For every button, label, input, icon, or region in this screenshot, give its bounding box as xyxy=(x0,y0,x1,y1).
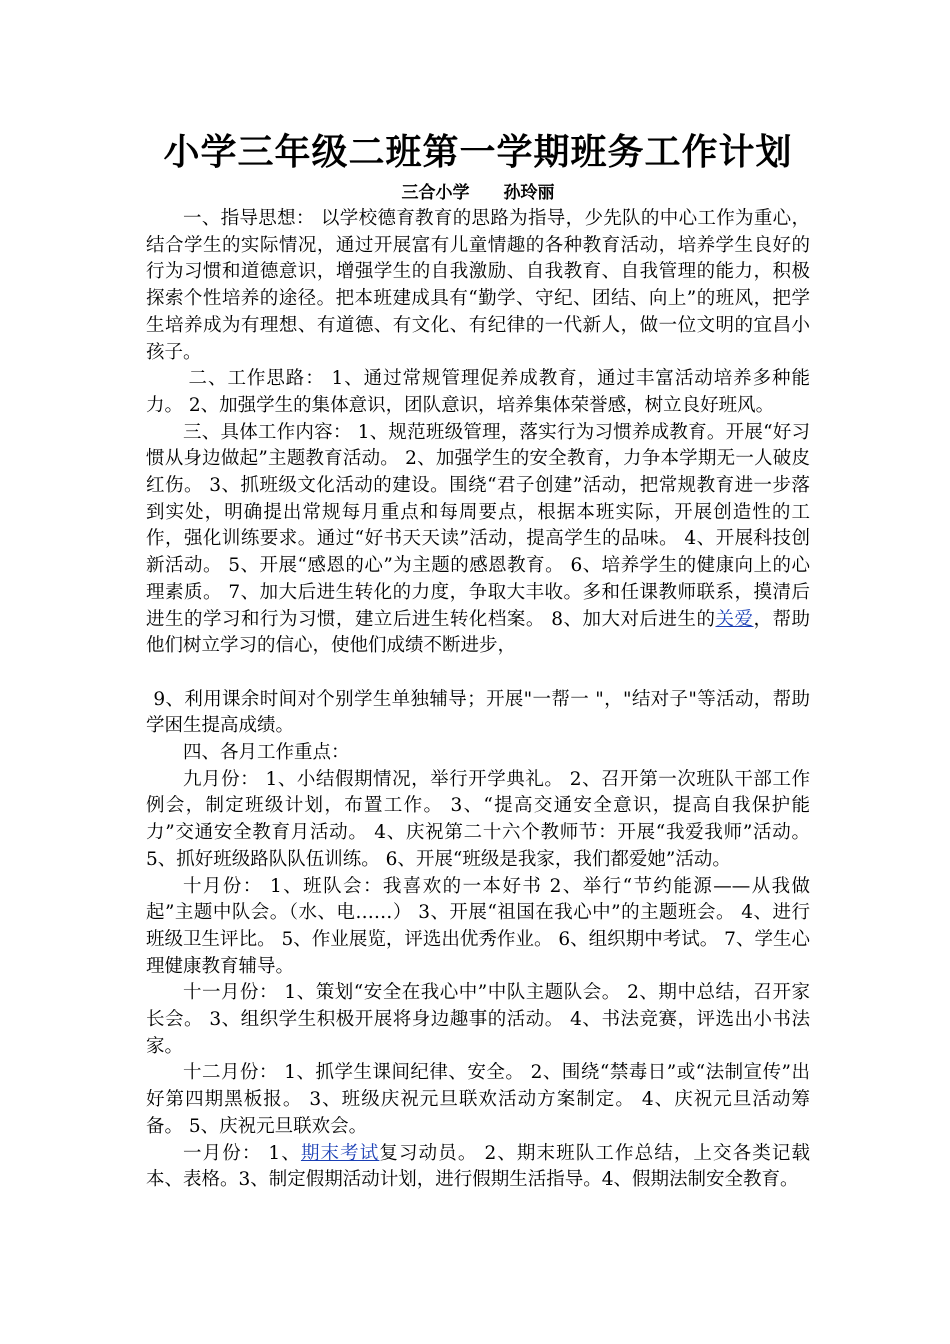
paragraph-guiding-ideology: 一、指导思想： 以学校德育教育的思路为指导，少先队的中心工作为重心，结合学生的实际情况，通过开展富有儿童情趣的各种教育活动，培养学生良好的行为习惯和道德意识，增强学生的自我激励、自我教育、自我管理的能力，积极探索个性培养的途径。把本班建成具有“勤学、守纪、团结、向上”的班风，把学生培养成为有理想、有道德、有文化、有纪律的一代新人，做一位文明的宜昌小孩子。 xyxy=(146,208,810,363)
paragraph-november: 十一月份： 1、策划“安全在我心中”中队主题队会。 2、期中总结，召开家长会。 3、组织学生积极开展将身边趣事的活动。 4、书法竞赛，评选出小书法家。 xyxy=(146,982,810,1057)
paragraph-september: 九月份： 1、小结假期情况，举行开学典礼。 2、召开第一次班队干部工作例会，制定班级计划，布置工作。 3、“提高交通安全意识，提高自我保护能力”交通安全教育月活动。 4、庆祝第二十六个教师节：开展“我爱我师”活动。 5、抓好班级路队队伍训练。 6、开展“班级是我家，我们都爱她”活动。 xyxy=(146,768,810,870)
author-name: 孙玲丽 xyxy=(503,183,555,203)
blank-line xyxy=(146,660,810,687)
work-content-text: 三、具体工作内容： 1、规范班级管理，落实行为习惯养成教育。开展“好习惯从身边做起”主题教育活动。 2、加强学生的安全教育，力争本学期无一人破皮红伤。 3、抓班级文化活动的建设。围绕“君子创建”活动，把常规教育进一步落到实处，明确提出常规每月重点和每周要点，根据本班实际，开展创造性的工作，强化训练要求。通过“好书天天读”活动，提高学生的品味。 4、开展科技创新活动。 5、开展“感恩的心”为主题的感恩教育。 6、培养学生的健康向上的心理素质。 7、加大后进生转化的力度，争取大丰收。多和任课教师联系，摸清后进生的学习和行为习惯，建立后进生转化档案。 8、加大对后进生的 xyxy=(146,421,810,630)
document-title: 小学三年级二班第一学期班务工作计划 xyxy=(163,131,793,173)
paragraph-work-approach: 二、工作思路： 1、通过常规管理促养成教育，通过丰富活动培养多种能力。 2、加强学生的集体意识，团队意识，培养集体荣誉感，树立良好班风。 xyxy=(146,368,810,416)
paragraph-work-content xyxy=(146,420,810,660)
document-page xyxy=(146,124,810,1194)
work-content-text-tail: ，帮助他们树立学习的信心，使他们成绩不断进步， xyxy=(146,608,810,657)
january-text-tail: 复习动员。 2、期末班队工作总结，上交各类记载本、表格。3、制定假期活动计划，进行假期生活指导。4、假期法制安全教育。 xyxy=(146,1142,810,1191)
paragraph-item-nine: 9、利用课余时间对个别学生单独辅导；开展"一帮一 "，"结对子"等活动，帮助学困生提高成绩。 xyxy=(146,688,810,737)
paragraph-january xyxy=(146,1141,810,1194)
january-text: 一月份： 1、 xyxy=(183,1142,301,1164)
paragraph-monthly-heading: 四、各月工作重点： xyxy=(183,742,350,764)
school-name: 三合小学 xyxy=(401,183,470,203)
document-byline xyxy=(146,180,810,206)
paragraph-october: 十月份： 1、班队会：我喜欢的一本好书 2、举行“节约能源——从我做起”主题中队会。（水、电……） 3、开展“祖国在我心中”的主题班会。 4、进行班级卫生评比。 5、作业展览，评选出优秀作业。 6、组织期中考试。 7、学生心理健康教育辅导。 xyxy=(146,875,810,977)
paragraph-december: 十二月份： 1、抓学生课间纪律、安全。 2、围绕“禁毒日”或“法制宣传”出好第四期黑板报。 3、班级庆祝元旦联欢活动方案制定。 4、庆祝元旦活动筹备。 5、庆祝元旦联欢会。 xyxy=(146,1062,810,1137)
link-final-exam[interactable]: 期末考试 xyxy=(300,1142,380,1164)
link-care[interactable]: 关爱 xyxy=(715,608,754,630)
